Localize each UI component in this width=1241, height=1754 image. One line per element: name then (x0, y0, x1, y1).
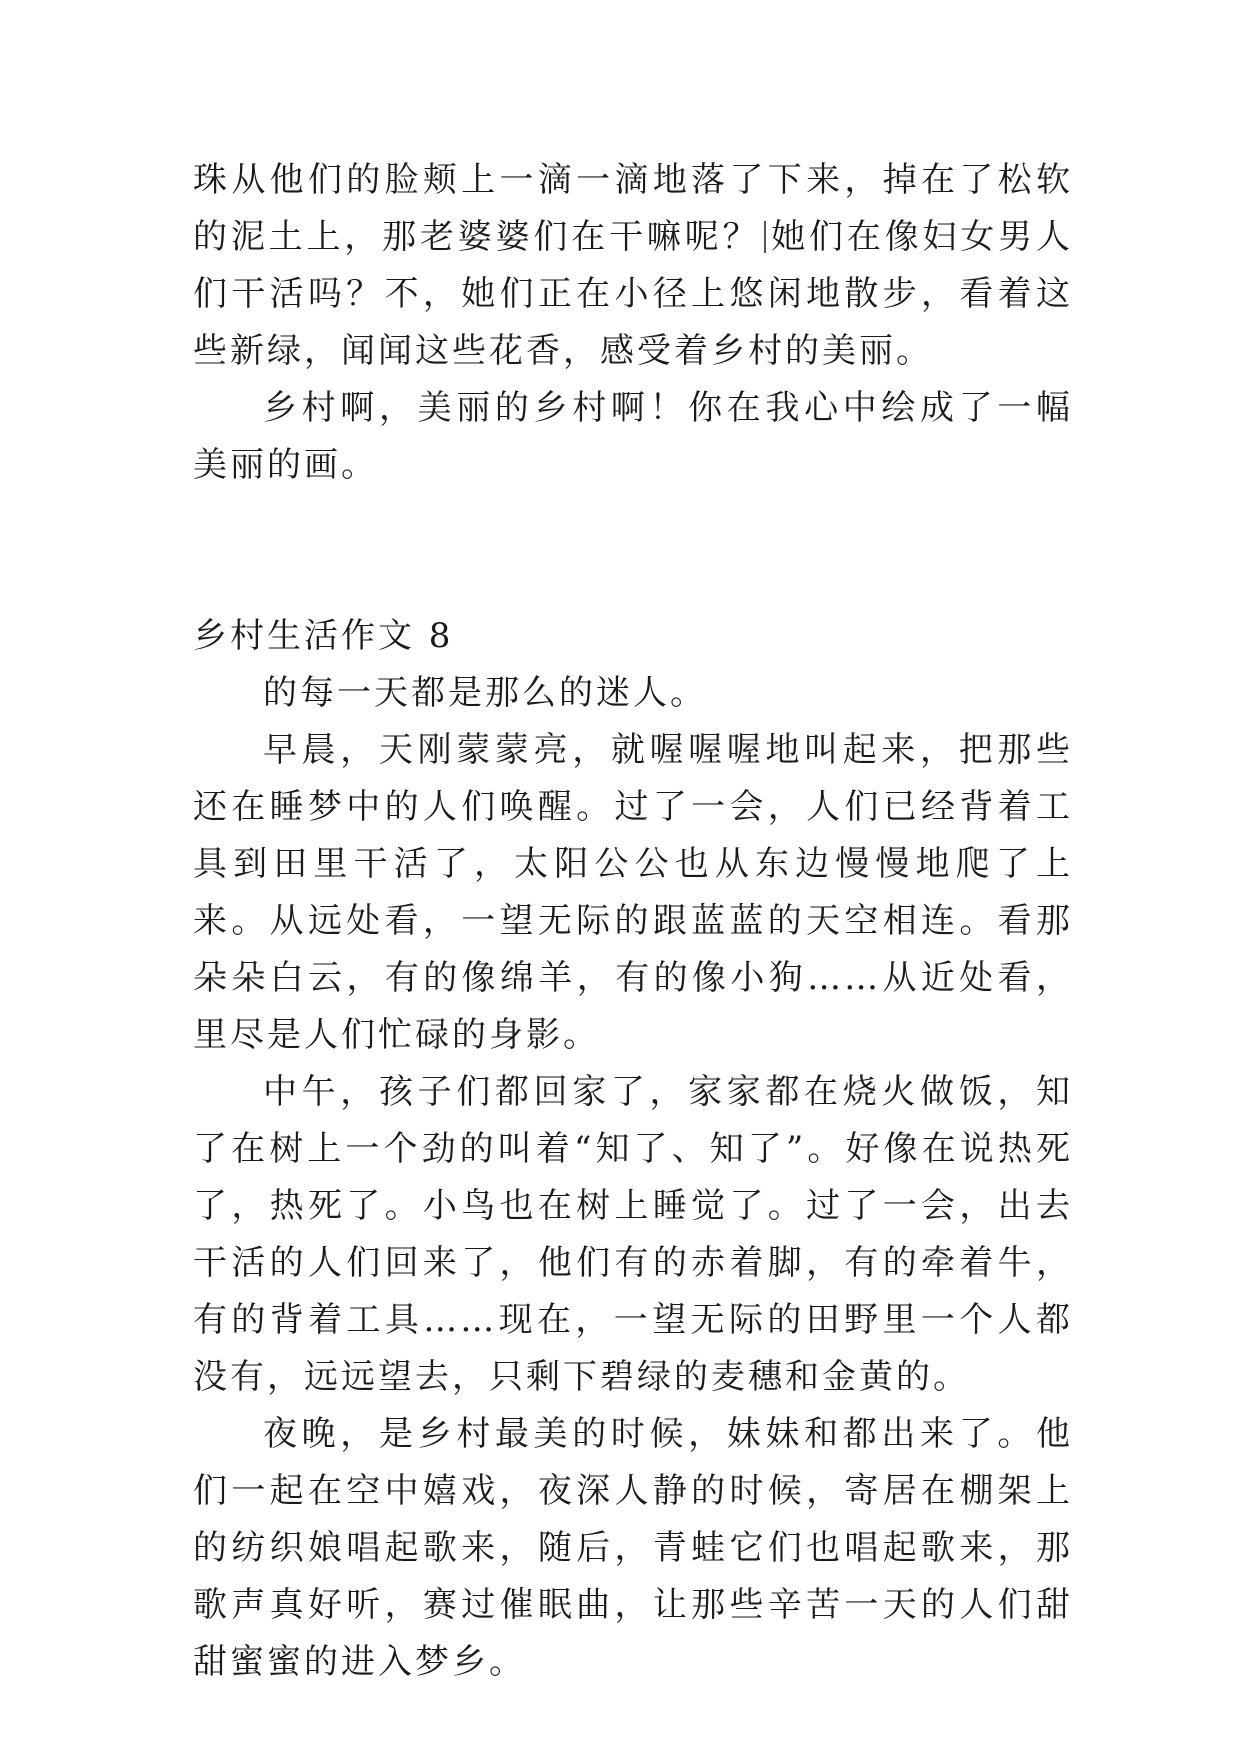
essay-paragraph-intro: 的每一天都是那么的迷人。 (263, 673, 707, 713)
previous-essay-closing: 乡村啊，美丽的乡村啊！你在我心中绘成了一幅美丽的画。 (193, 388, 1073, 485)
previous-essay-fragment (193, 152, 1073, 380)
fragment-text-before-caret: 珠从他们的脸颊上一滴一滴地落了下来，掉在了松软的泥土上，那老婆婆们在干嘛呢？ (193, 160, 1073, 257)
essay-title: 乡村生活作文 8 (193, 616, 454, 656)
essay-paragraph-night: 夜晚，是乡村最美的时候，妹妹和都出来了。他们一起在空中嬉戏，夜深人静的时候，寄居在棚架上的纺织娘唱起歌来，随后，青蛙它们也唱起歌来，那歌声真好听，赛过催眠曲，让那些辛苦一天的人们甜甜蜜蜜的进入梦乡。 (193, 1414, 1073, 1682)
fragment-text-after-caret: 她们在像妇女男人们干活吗？不，她们正在小径上悠闲地散步，看着这些新绿，闻闻这些花香，感受着乡村的美丽。 (193, 217, 1073, 371)
essay-paragraph-morning: 早晨，天刚蒙蒙亮，就喔喔喔地叫起来，把那些还在睡梦中的人们唤醒。过了一会，人们已经背着工具到田里干活了，太阳公公也从东边慢慢地爬了上来。从远处看，一望无际的跟蓝蓝的天空相连。看那朵朵白云，有的像绵羊，有的像小狗……从近处看，里尽是人们忙碌的身影。 (193, 730, 1073, 1055)
text-cursor (764, 221, 766, 253)
document-body (193, 152, 1073, 1691)
essay-paragraph-noon: 中午，孩子们都回家了，家家都在烧火做饭，知了在树上一个劲的叫着“知了、知了”。好像在说热死了，热死了。小鸟也在树上睡觉了。过了一会，出去干活的人们回来了，他们有的赤着脚，有的牵着牛，有的背着工具……现在，一望无际的田野里一个人都没有，远远望去，只剩下碧绿的麦穗和金黄的。 (193, 1072, 1073, 1397)
